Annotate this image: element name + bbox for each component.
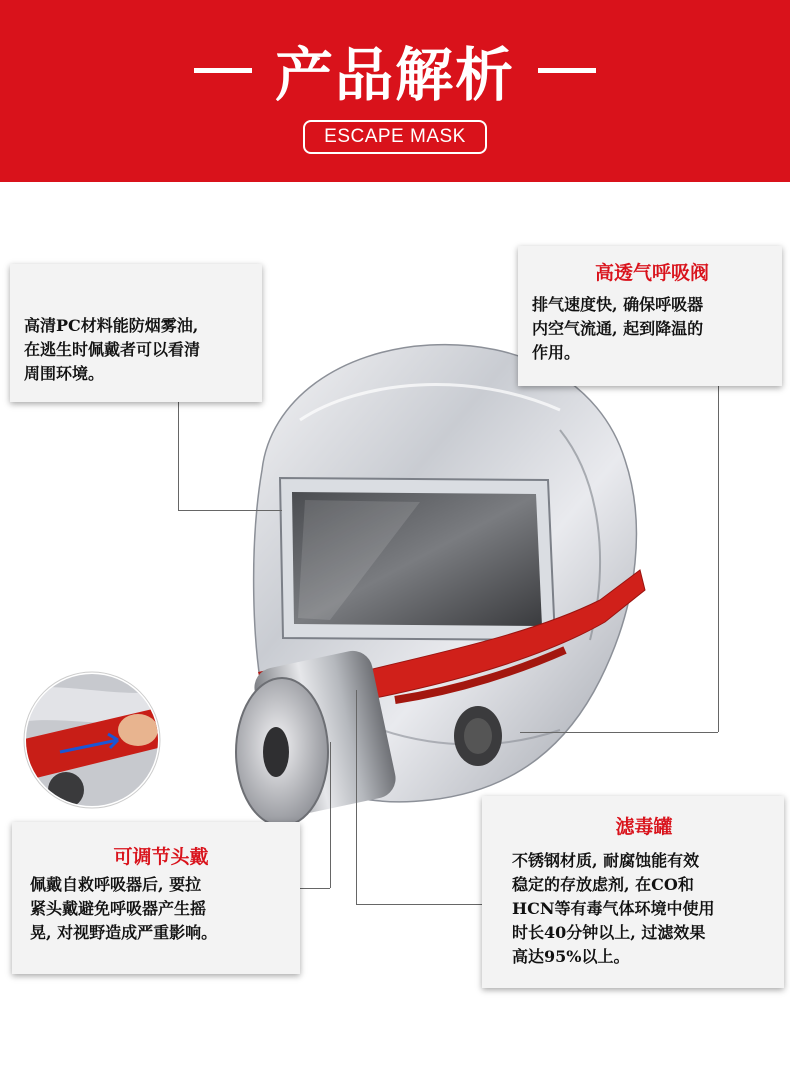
canister-heading: 滤毒罐 bbox=[615, 816, 673, 838]
leader-valve-vertical bbox=[718, 386, 719, 732]
subtitle-pill: ESCAPE MASK bbox=[303, 120, 487, 154]
leader-strap-horizontal bbox=[300, 888, 330, 889]
page-title: 产品解析 bbox=[274, 41, 515, 109]
callout-strap bbox=[12, 822, 300, 974]
strap-heading: 可调节头戴 bbox=[113, 846, 209, 868]
leader-pc-horizontal bbox=[178, 510, 282, 511]
valve-heading: 高透气呼吸阀 bbox=[594, 262, 709, 284]
leader-canister-vertical bbox=[356, 690, 357, 904]
canister-description: 不锈钢材质, 耐腐蚀能有效 稳定的存放虑剂, 在CO和 HCN等有毒气体环境中使用 时长40分钟以上, 过滤效果 高达95%以上。 bbox=[512, 851, 715, 966]
leader-valve-horizontal bbox=[520, 732, 718, 733]
callout-pc-lens bbox=[10, 264, 262, 402]
leader-canister-horizontal bbox=[356, 904, 482, 905]
callout-valve bbox=[518, 246, 782, 386]
callout-canister bbox=[482, 796, 784, 988]
leader-strap-vertical bbox=[330, 742, 331, 888]
strap-description: 佩戴自救呼吸器后, 要拉 紧头戴避免呼吸器产生摇 晃, 对视野造成严重影响。 bbox=[30, 875, 218, 942]
pc-lens-description: 高清PC材料能防烟雾油, 在逃生时佩戴者可以看清 周围环境。 bbox=[24, 316, 201, 383]
valve-description: 排气速度快, 确保呼吸器 内空气流通, 起到降温的 作用。 bbox=[532, 295, 704, 362]
leader-pc-vertical bbox=[178, 402, 179, 510]
